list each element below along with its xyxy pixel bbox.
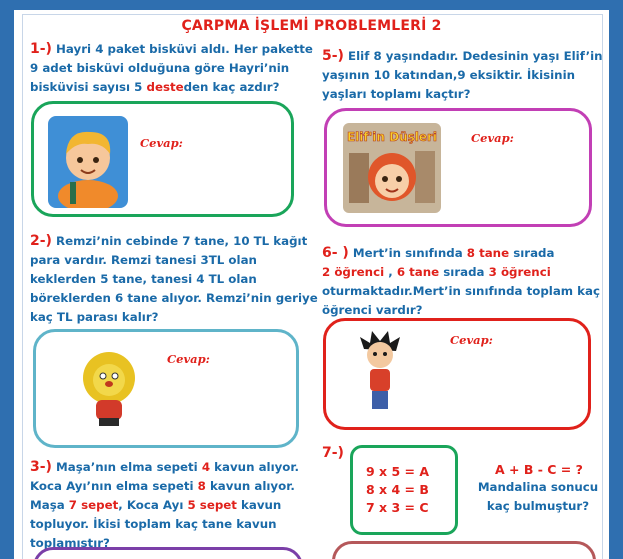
question-6-highlight: 6 tane — [396, 265, 440, 279]
question-2-line: keklerden 5 tane, tanesi 4 TL olan — [30, 272, 257, 286]
question-3-highlight: 4 — [201, 460, 211, 474]
question-7-line: kaç bulmuştur? — [486, 499, 590, 513]
question-3-line: Maşa’nın elma sepeti — [51, 460, 202, 474]
question-6-highlight: 8 tane — [466, 246, 510, 260]
lion-legs — [99, 418, 119, 426]
question-3-line: Maşa — [30, 498, 69, 512]
question-3-number: 3-) — [30, 459, 52, 475]
elif-face — [375, 164, 409, 198]
question-6-number: 6- ) — [322, 245, 349, 261]
question-6-line: sırada — [439, 265, 489, 279]
question-5-number: 5-) — [322, 48, 344, 64]
question-3-line: kavun alıyor. — [210, 460, 300, 474]
mert-character-illustration — [358, 331, 402, 413]
question-6-line: öğrenci vardır? — [322, 303, 423, 317]
question-6-highlight: 3 öğrenci — [488, 265, 551, 279]
question-6-line: Mert’in sınıfında — [348, 246, 467, 260]
question-1-highlight: deste — [146, 80, 184, 94]
question-2-line: para vardır. Remzi tanesi 3TL olan — [30, 253, 257, 267]
question-6-line: , — [384, 265, 397, 279]
question-3-line: , Koca Ayı — [118, 498, 188, 512]
elif-character-illustration — [343, 123, 441, 213]
question-6-highlight: 2 öğrenci — [322, 265, 385, 279]
cevap-label: Cevap: — [167, 352, 210, 366]
elif-eye — [382, 176, 388, 182]
equation-line: 9 x 5 = A — [366, 464, 430, 479]
answer-box-1 — [31, 101, 294, 217]
question-3 — [30, 458, 320, 553]
question-6-line: oturmaktadır.Mert’in sınıfında toplam kaç — [322, 284, 600, 298]
answer-box-2 — [33, 329, 299, 448]
boy-character-illustration — [48, 116, 128, 208]
question-7-text — [468, 478, 608, 516]
question-6-line: sırada — [509, 246, 555, 260]
question-7-number: 7-) — [322, 445, 344, 461]
cevap-label: Cevap: — [471, 131, 514, 145]
answer-box-6 — [323, 318, 591, 430]
building-background — [349, 153, 369, 203]
equation-line: 7 x 3 = C — [366, 500, 429, 515]
question-3-line: topluyor. İkisi toplam kaç tane kavun — [30, 517, 277, 531]
question-2 — [30, 232, 320, 327]
equation-box — [350, 445, 458, 535]
backpack-strap — [70, 182, 76, 204]
question-2-line: böreklerden 6 tane alıyor. Remzi’nin geriye — [30, 291, 318, 305]
question-7-line: Mandalina sonucu — [477, 480, 599, 494]
question-1-line: bisküvisi sayısı 5 — [30, 80, 147, 94]
lion-body — [96, 400, 122, 420]
mert-eye — [383, 352, 387, 356]
mert-pants — [372, 391, 388, 409]
elif-logo-text: Elif'in Düşleri — [346, 130, 438, 144]
lion-eye — [112, 373, 118, 379]
question-1 — [30, 40, 315, 97]
question-3-highlight: 5 sepet — [187, 498, 237, 512]
frame-left-border — [0, 0, 14, 559]
cevap-label: Cevap: — [450, 333, 493, 347]
lion-nose — [105, 381, 113, 387]
mert-eye — [373, 352, 377, 356]
boy-eye — [77, 157, 83, 163]
question-3-line: kavun alıyor. — [205, 479, 295, 493]
question-3-highlight: 8 — [197, 479, 206, 493]
question-3-line: toplamıştır? — [30, 536, 110, 550]
question-2-number: 2-) — [30, 233, 52, 249]
question-2-line: Remzi’nin cebinde 7 tane, 10 TL kağıt — [51, 234, 308, 248]
lion-face — [93, 364, 125, 396]
question-5 — [322, 47, 607, 104]
question-2-line: kaç TL parası kalır? — [30, 310, 159, 324]
question-7 — [322, 444, 344, 463]
question-1-line: den kaç azdır? — [183, 80, 280, 94]
building-background — [415, 151, 435, 203]
answer-box-5 — [324, 108, 592, 227]
question-1-number: 1-) — [30, 41, 52, 57]
lion-eye — [100, 373, 106, 379]
mert-face — [367, 342, 393, 368]
question-1-line: 9 adet bisküvi olduğuna göre Hayri’nin — [30, 61, 290, 75]
answer-box-3 — [33, 547, 303, 559]
mert-shirt — [370, 369, 390, 391]
question-3-highlight: 7 sepet — [68, 498, 119, 512]
question-1-line: Hayri 4 paket bisküvi aldı. Her pakette — [51, 42, 313, 56]
equation-line: 8 x 4 = B — [366, 482, 429, 497]
page-title: ÇARPMA İŞLEMİ PROBLEMLERİ 2 — [181, 18, 442, 34]
expression-text: A + B - C = ? — [495, 462, 583, 477]
question-5-line: yaşının 10 katından,9 eksiktir. İkisinin — [322, 68, 576, 82]
question-3-line: kavun — [236, 498, 282, 512]
lion-character-illustration — [74, 348, 144, 428]
elif-eye — [396, 176, 402, 182]
answer-box-7 — [332, 541, 596, 559]
frame-top-border — [0, 0, 623, 10]
cevap-label: Cevap: — [140, 136, 183, 150]
question-6 — [322, 244, 612, 320]
boy-eye — [93, 157, 99, 163]
question-3-line: Koca Ayı’nın elma sepeti — [30, 479, 198, 493]
question-5-line: Elif 8 yaşındadır. Dedesinin yaşı Elif’in — [343, 49, 603, 63]
question-5-line: yaşları toplamı kaçtır? — [322, 87, 471, 101]
